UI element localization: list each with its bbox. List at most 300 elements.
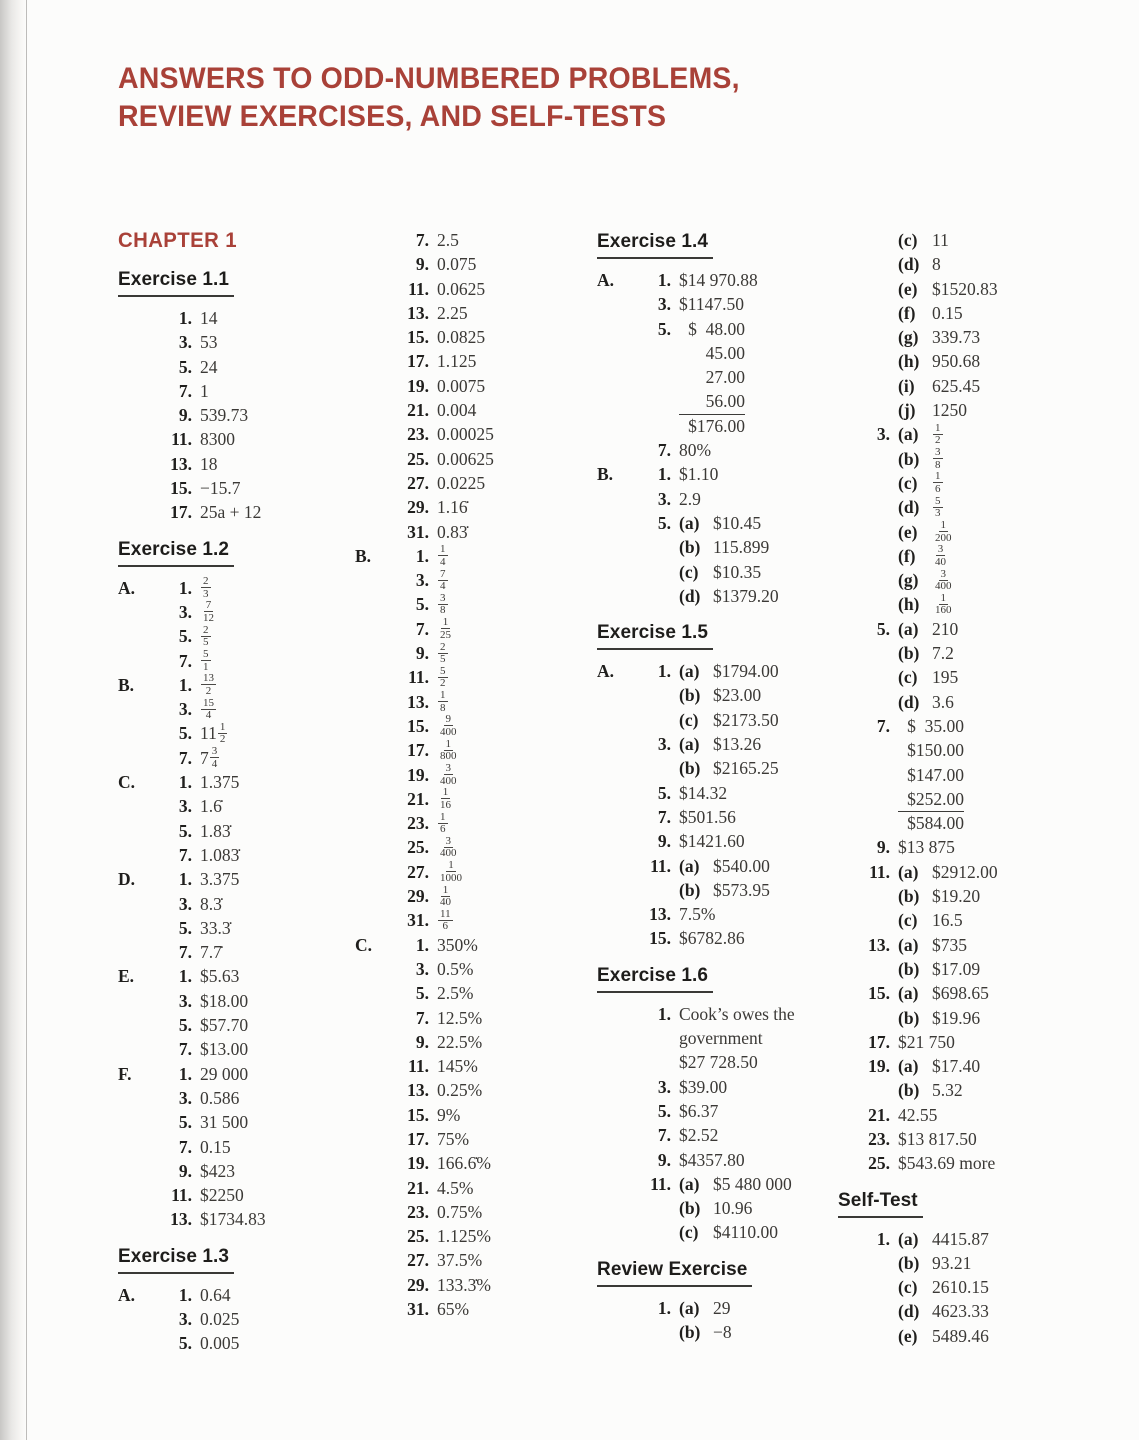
answer-row <box>355 690 593 714</box>
answer-value: 24 <box>200 356 218 377</box>
answer-value <box>200 575 212 600</box>
answer-value: $2.52 <box>679 1125 719 1146</box>
item-number: 11. <box>408 278 429 299</box>
answer-row <box>355 374 593 398</box>
item-number: 13. <box>407 691 429 712</box>
answer-value <box>437 591 449 617</box>
fraction-numerator: 5 <box>203 648 209 661</box>
answer-value: 3.375 <box>200 869 240 890</box>
answer-value <box>437 543 449 568</box>
fraction-denominator: 3 <box>935 507 941 520</box>
answer-row <box>597 535 837 559</box>
answer-row <box>838 495 1098 519</box>
sub-label: (c) <box>898 910 918 931</box>
answer-row <box>838 690 1098 714</box>
answer-row <box>597 1099 837 1123</box>
answer-value: 0.00625 <box>437 448 494 469</box>
answer-value: $501.56 <box>679 806 736 827</box>
fraction <box>218 722 228 745</box>
answer-value <box>437 883 454 908</box>
answer-value <box>932 567 955 593</box>
answer-value: $19.20 <box>932 886 981 907</box>
answer-row <box>838 787 1098 811</box>
fraction <box>438 569 448 592</box>
item-number: 5. <box>178 1333 192 1354</box>
sub-label: (a) <box>679 661 700 682</box>
sub-label: (a) <box>898 424 919 445</box>
answer-value: −8 <box>713 1321 732 1342</box>
answer-value: 0.025 <box>200 1308 240 1329</box>
answer-row <box>118 867 352 891</box>
answer-row <box>118 600 352 624</box>
sub-label: (c) <box>898 1277 918 1298</box>
sub-label: (b) <box>679 1321 701 1342</box>
fraction-numerator: 2 <box>203 575 209 588</box>
answer-row <box>118 1086 352 1110</box>
answer-value: $10.35 <box>713 561 762 582</box>
item-number: 3. <box>415 570 429 591</box>
answer-row <box>355 520 593 544</box>
answer-value: 11 <box>932 230 949 250</box>
fraction <box>933 496 943 519</box>
answer-row <box>355 1103 593 1127</box>
answer-value: $21 750 <box>898 1031 955 1052</box>
answer-row <box>118 1183 352 1207</box>
sub-label: (f) <box>898 302 916 323</box>
answer-row <box>118 576 352 600</box>
item-number: 5. <box>415 594 429 615</box>
item-number: 1. <box>657 270 671 290</box>
answer-row <box>355 1200 593 1224</box>
item-number: 3. <box>178 699 192 720</box>
sub-label: (a) <box>898 983 919 1004</box>
sub-label: (b) <box>898 886 920 907</box>
answer-row <box>355 787 593 811</box>
answer-value: 42.55 <box>898 1104 938 1125</box>
answer-row <box>838 301 1098 325</box>
answer-row <box>355 617 593 641</box>
answer-value <box>932 494 944 520</box>
item-number: 17. <box>407 1128 429 1149</box>
section-heading-wrap <box>597 621 837 650</box>
answer-value: 0.25% <box>437 1080 483 1101</box>
fraction-denominator: 40 <box>440 896 451 908</box>
answer-row <box>838 1054 1098 1078</box>
answers-column-1 <box>118 228 352 1356</box>
item-number: 29. <box>407 1274 429 1295</box>
sub-label: (b) <box>898 1080 920 1101</box>
answer-row <box>838 1275 1098 1299</box>
answer-value: 0.005 <box>200 1333 240 1354</box>
outer-label: A. <box>118 577 136 598</box>
fraction-denominator: 400 <box>935 580 952 593</box>
answer-row <box>597 365 837 389</box>
outer-label: C. <box>118 772 136 793</box>
money-value: 45.00 <box>705 342 745 363</box>
fraction-denominator: 400 <box>440 774 457 787</box>
answer-row <box>355 1248 593 1272</box>
answer-value: 7.2 <box>932 643 954 664</box>
answer-value: 80% <box>679 440 712 461</box>
answers-column-2 <box>355 228 593 1321</box>
answer-value: −15.7 <box>200 478 241 499</box>
item-number: 13. <box>170 453 192 474</box>
item-number: 5. <box>657 318 671 339</box>
fraction-denominator: 8 <box>440 701 446 714</box>
item-number: 5. <box>178 356 192 377</box>
answer-value: 0.0225 <box>437 472 486 493</box>
item-number: 7. <box>415 618 429 639</box>
answer-row <box>355 738 593 762</box>
item-number: 5. <box>415 983 429 1004</box>
item-number: 27. <box>407 1250 429 1271</box>
sub-label: (a) <box>898 861 919 882</box>
item-number: 5. <box>178 820 192 841</box>
sub-label: (d) <box>898 497 920 518</box>
answer-value: 0.75% <box>437 1201 483 1222</box>
answer-value: 11 $\frac{1}{2}$ <box>200 720 226 746</box>
fraction <box>438 642 448 665</box>
sub-label: (d) <box>898 1301 920 1322</box>
item-number: 15. <box>407 327 429 348</box>
answers-column-4 <box>838 228 1098 1348</box>
fraction-numerator: 1 <box>940 519 946 532</box>
answer-value <box>437 810 449 836</box>
item-number: 7. <box>178 1039 192 1060</box>
answer-value: $17.09 <box>932 958 981 979</box>
item-number: 27. <box>407 472 429 493</box>
fraction-denominator: 2 <box>935 434 941 447</box>
answer-value: 339.73 <box>932 327 981 348</box>
sub-label: (b) <box>679 758 701 779</box>
answer-row <box>355 252 593 276</box>
answer-row <box>838 1030 1098 1054</box>
item-number: 1. <box>178 577 192 598</box>
answer-row <box>118 649 352 673</box>
outer-label: A. <box>597 661 615 682</box>
item-number: 5. <box>657 1100 671 1121</box>
answer-row <box>838 811 1098 835</box>
answer-row <box>355 1127 593 1151</box>
fraction-denominator: 400 <box>440 847 457 860</box>
money-value: $584.00 <box>907 813 964 834</box>
fraction <box>438 666 448 689</box>
item-number: 29. <box>407 497 429 518</box>
answer-value: 0.004 <box>437 400 477 421</box>
fraction-denominator: 16 <box>440 798 451 811</box>
answer-row <box>118 306 352 330</box>
money-value: 56.00 <box>679 389 745 414</box>
answer-row <box>118 721 352 745</box>
item-number: 19. <box>868 1056 890 1077</box>
item-number: 7. <box>178 1136 192 1157</box>
fraction-numerator: 3 <box>940 567 946 580</box>
answer-row <box>118 892 352 916</box>
item-number: 3. <box>178 1308 192 1329</box>
item-number: 11. <box>171 1185 192 1206</box>
item-number: 15. <box>170 478 192 499</box>
fraction-numerator: 5 <box>440 664 446 677</box>
answer-value <box>932 519 955 544</box>
answer-row <box>355 447 593 471</box>
item-number: 7. <box>657 806 671 827</box>
outer-label: B. <box>355 545 372 566</box>
answer-value: 5489.46 <box>932 1325 989 1346</box>
fraction-numerator: 1 <box>442 616 449 629</box>
answer-row <box>355 981 593 1005</box>
answer-row <box>597 1050 837 1074</box>
answer-row <box>118 1159 352 1183</box>
fraction-numerator: 1 <box>440 810 446 823</box>
item-number: 3. <box>178 332 192 353</box>
section-heading-wrap <box>118 538 352 567</box>
outer-label: A. <box>597 270 615 290</box>
answer-row <box>597 414 837 438</box>
item-number: 25. <box>407 448 429 469</box>
item-number: 7. <box>178 942 192 963</box>
item-number: 1. <box>657 1297 671 1318</box>
section-heading-wrap <box>597 1258 837 1287</box>
fraction-numerator: 1 <box>935 421 941 434</box>
section-heading-wrap <box>597 964 837 993</box>
answer-row <box>597 1296 837 1320</box>
sub-label: (a) <box>898 1228 919 1249</box>
fraction-denominator: 6 <box>442 920 449 933</box>
item-number: 1. <box>178 966 192 987</box>
fraction-numerator: 11 <box>440 907 451 920</box>
item-number: 31. <box>407 521 429 542</box>
answer-value: $13.00 <box>200 1039 249 1060</box>
answer-row <box>355 398 593 422</box>
answer-row <box>597 1002 837 1026</box>
answer-value: 9% <box>437 1104 461 1125</box>
sub-label: (c) <box>679 561 699 582</box>
page-title-line1: ANSWERS TO ODD-NUMBERED PROBLEMS, <box>118 62 740 95</box>
fraction-numerator: 1 <box>935 470 941 483</box>
money-value: $176.00 <box>688 415 745 436</box>
answer-value: $13 817.50 <box>898 1128 977 1149</box>
answer-value: 3.6 <box>932 691 954 712</box>
answer-row <box>118 500 352 524</box>
answer-row <box>355 811 593 835</box>
sub-label: (a) <box>679 734 700 755</box>
sub-label: (b) <box>898 1007 920 1028</box>
answer-row <box>838 471 1098 495</box>
item-number: 21. <box>868 1104 890 1125</box>
item-number: 5. <box>178 723 192 744</box>
item-number: 13. <box>649 904 671 925</box>
answer-row <box>838 544 1098 568</box>
fraction-numerator: 13 <box>203 672 214 685</box>
outer-label: B. <box>597 464 614 485</box>
answer-value: 12.5% <box>437 1007 483 1028</box>
fraction <box>438 909 453 932</box>
answer-row <box>838 1078 1098 1102</box>
answer-row <box>118 330 352 354</box>
answer-value: 29 000 <box>200 1063 249 1084</box>
answer-value: 2.9 <box>679 488 701 509</box>
money-value: $ 48.00 <box>688 318 745 339</box>
answer-row <box>597 878 837 902</box>
fraction <box>438 544 448 567</box>
sub-label: (d) <box>898 691 920 712</box>
answer-row <box>355 908 593 932</box>
answer-row <box>118 624 352 648</box>
answer-row <box>597 1220 837 1244</box>
answer-value: $735 <box>932 934 967 955</box>
answer-row <box>838 1103 1098 1127</box>
item-number: 3. <box>178 796 192 817</box>
sub-label: (h) <box>898 594 920 615</box>
section-heading: Self-Test <box>838 1189 923 1218</box>
answer-row <box>597 659 837 683</box>
item-number: 11. <box>869 861 890 882</box>
fraction <box>201 600 216 623</box>
fraction <box>933 544 948 567</box>
answer-row <box>118 673 352 697</box>
answer-value: 1250 <box>932 400 967 421</box>
item-number: 3. <box>178 1087 192 1108</box>
answer-value <box>200 648 212 673</box>
item-number: 3. <box>657 1076 671 1097</box>
fraction-numerator: 3 <box>445 762 451 775</box>
item-number: 1. <box>415 934 429 955</box>
answer-row <box>597 1196 837 1220</box>
sub-label: (j) <box>898 400 916 421</box>
answer-row <box>597 926 837 950</box>
answer-value: $39.00 <box>679 1076 728 1097</box>
answer-row <box>355 301 593 325</box>
answer-row <box>597 268 837 292</box>
answer-row <box>838 447 1098 471</box>
fraction-denominator: 1000 <box>440 871 462 884</box>
answer-row <box>118 916 352 940</box>
answer-value: 0.00025 <box>437 424 494 445</box>
answer-row <box>118 452 352 476</box>
item-number: 1. <box>657 661 671 682</box>
answer-value: 8 <box>932 254 941 275</box>
answer-row <box>597 683 837 707</box>
item-number: 11. <box>650 855 671 876</box>
answer-row <box>838 1299 1098 1323</box>
answer-row <box>355 933 593 957</box>
answer-value <box>437 859 465 884</box>
answer-value: 14 <box>200 308 218 328</box>
answer-value <box>200 672 217 697</box>
answer-row <box>355 471 593 495</box>
fraction-numerator: 7 <box>440 567 446 580</box>
sub-label: (a) <box>679 1297 700 1318</box>
answer-row <box>597 781 837 805</box>
item-number: 15. <box>407 1104 429 1125</box>
answer-row <box>118 1283 352 1307</box>
answer-row <box>118 697 352 721</box>
answer-value: $14.32 <box>679 782 728 803</box>
answer-value: 4415.87 <box>932 1228 989 1249</box>
item-number: 5. <box>657 782 671 803</box>
answer-value: 10.96 <box>713 1198 753 1219</box>
answer-row <box>838 1227 1098 1251</box>
answer-row <box>118 1331 352 1355</box>
fraction-numerator: 5 <box>935 494 941 507</box>
answer-row <box>597 292 837 316</box>
answer-value: government <box>679 1028 763 1049</box>
item-number: 9. <box>178 1160 192 1181</box>
answer-row <box>838 422 1098 446</box>
sub-label: (d) <box>679 585 701 606</box>
item-number: 21. <box>407 788 429 809</box>
outer-label: F. <box>118 1063 132 1084</box>
answer-value: 0.0625 <box>437 278 486 299</box>
fraction-denominator: 2 <box>219 733 226 746</box>
answer-row <box>597 341 837 365</box>
sub-label: (a) <box>679 855 700 876</box>
item-number: 15. <box>868 983 890 1004</box>
page-edge-shadow <box>0 0 27 1440</box>
answer-value <box>437 834 460 860</box>
outer-label: C. <box>355 934 373 955</box>
item-number: 13. <box>407 302 429 323</box>
item-number: 7. <box>657 1125 671 1146</box>
fraction-denominator: 8 <box>935 458 941 471</box>
fraction-numerator: 1 <box>448 859 454 872</box>
item-number: 7. <box>178 380 192 401</box>
item-number: 5. <box>178 1015 192 1036</box>
answer-row <box>355 1151 593 1175</box>
fraction-numerator: 3 <box>440 591 446 604</box>
fraction <box>201 625 211 648</box>
item-number: 15. <box>649 928 671 949</box>
answer-row <box>838 835 1098 859</box>
answer-value: 115.899 <box>713 537 770 558</box>
answer-value: 65% <box>437 1299 470 1320</box>
item-number: 31. <box>407 1299 429 1320</box>
answer-row <box>355 860 593 884</box>
item-number: 1. <box>178 1063 192 1084</box>
sub-label: (g) <box>898 327 919 348</box>
section-heading: Exercise 1.6 <box>597 964 713 993</box>
item-number: 23. <box>407 424 429 445</box>
answer-value: 133.3̇% <box>437 1274 491 1295</box>
answer-row <box>355 325 593 349</box>
item-number: 1. <box>178 869 192 890</box>
answer-row <box>355 641 593 665</box>
answer-value: 53 <box>200 332 218 353</box>
answer-row <box>597 902 837 926</box>
answer-row <box>355 1224 593 1248</box>
answer-row <box>118 1062 352 1086</box>
answer-row <box>118 427 352 451</box>
item-number: 7. <box>178 844 192 865</box>
item-number: 7. <box>415 1007 429 1028</box>
answer-value: 2610.15 <box>932 1277 989 1298</box>
answer-row <box>838 1127 1098 1151</box>
answer-value: 0.075 <box>437 254 477 275</box>
fraction-denominator: 400 <box>440 725 457 738</box>
answer-value: 25a + 12 <box>200 502 262 523</box>
item-number: 3. <box>657 488 671 509</box>
item-number: 5. <box>178 917 192 938</box>
answer-row <box>355 349 593 373</box>
sub-label: (a) <box>898 934 919 955</box>
sub-label: (g) <box>898 570 919 591</box>
outer-label: E. <box>118 966 135 987</box>
fraction <box>933 447 943 470</box>
answer-row <box>597 756 837 780</box>
answer-value: 7.5% <box>679 904 716 925</box>
sub-label: (c) <box>898 472 918 493</box>
answer-row <box>838 884 1098 908</box>
